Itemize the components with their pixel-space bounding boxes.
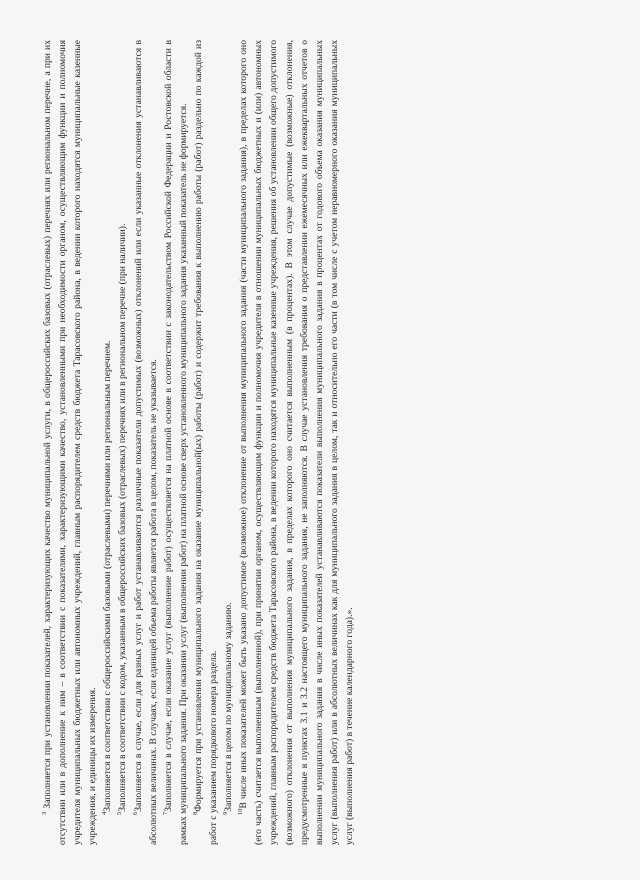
footnote-text: Заполняется в целом по муниципальному заданию.: [223, 602, 235, 812]
footnote-marker: 6: [131, 811, 139, 815]
footnote-marker: 10: [237, 808, 245, 815]
footnote-5: [115, 40, 130, 845]
footnote-text: Заполняется в соответствии с кодом, указанным в общероссийских базовых (отраслевых) перечнях или в региональном перечне (при наличии).: [117, 223, 129, 812]
footnote-9: [221, 40, 236, 845]
footnote-marker: 9: [222, 811, 230, 815]
footnote-text: Заполняется при установлении показателей, характеризующих качество муниципальной услуги, в общероссийских базовых (отраслевых) перечнях или региональном перечне, а при их отсутствии или в дополнение к ним – в соответствии с показателями, характеризующими качество, установленными при необходимости органом, осуществляющим функции и полномочия учредителя муниципальных бюджетных или автономных учреждений, главным распорядителем средств бюджета Тарасовского района, в ведении которого находятся муниципальные казенные учреждения, и единицы их измерения.: [42, 40, 99, 845]
footnote-marker: 8: [191, 811, 199, 815]
rotated-text-block: [40, 40, 510, 845]
footnote-text: В числе иных показателей может быть указано допустимое (возможное) отклонение от выполнения муниципального задания (части муниципального задания), в пределах которого оно (его часть) считается выполненным (выполненной), при принятии органом, осуществляющим функции и полномочия учредителя в отношении муниципальных бюджетных и (или) автономных учреждений, главным распорядителем средств бюджета Тарасовского района, в ведении которого находятся муниципальные казенные учреждения, решения об установлении общего допустимого (возможного) отклонения от выполнения муниципального задания, в пределах которого оно считается выполненным (в процентах). В этом случае допустимые (возможные) отклонения, предусмотренные в пунктах 3.1 и 3.2 настоящего муниципального задания, не заполняются. В случае установления требования о представлении ежемесячных или ежеквартальных отчетов о выполнении муниципального задания в числе иных показателей устанавливаются показатели выполнения муниципального задания в процентах от годового объема оказания муниципальных услуг (выполнения работ) или в абсолютных величинах как для муниципального задания в целом, так и относительно его части (в том числе с учетом неравномерного оказания муниципальных услуг (выполнения работ) в течение календарного года).».: [238, 40, 355, 845]
footnote-marker: 3: [41, 811, 48, 815]
footnote-7: [161, 40, 191, 845]
footnotes-text: [40, 40, 357, 845]
footnote-8: [191, 40, 221, 845]
footnote-marker: 4: [101, 811, 109, 815]
footnote-6: [131, 40, 161, 845]
footnote-4: [100, 40, 115, 845]
footnote-10: [236, 40, 357, 845]
footnote-marker: 7: [161, 811, 169, 815]
footnote-3: [40, 40, 100, 845]
footnote-text: Заполняется в случае, если для разных услуг и работ устанавливаются различные показатели допустимых (возможных) отклонений или если указанные отклонения устанавливаются в абсолютных величинах. В случаях, если единицей объема работы является работа в целом, показатель не указывается.: [132, 40, 159, 845]
footnote-text: Заполняется в случае, если оказание услуг (выполнение работ) осуществляется на платной основе в соответствии с законодательством Российской Федерации и Ростовской области в рамках муниципального задания. При оказании услуг (выполнении работ) на платной основе сверх установленного муниципального задания указанный показатель не формируется.: [162, 40, 189, 845]
footnote-marker: 5: [116, 811, 124, 815]
footnote-text: Формируется при установлении муниципального задания на оказание муниципальной(ых) работы (работ) и содержит требования к выполнению работы (работ) раздельно по каждой из работ с указанием порядкового номера раздела.: [192, 40, 220, 845]
footnote-text: Заполняется в соответствии с общероссийскими базовыми (отраслевыми) перечнями или региональным перечнем.: [102, 340, 114, 812]
